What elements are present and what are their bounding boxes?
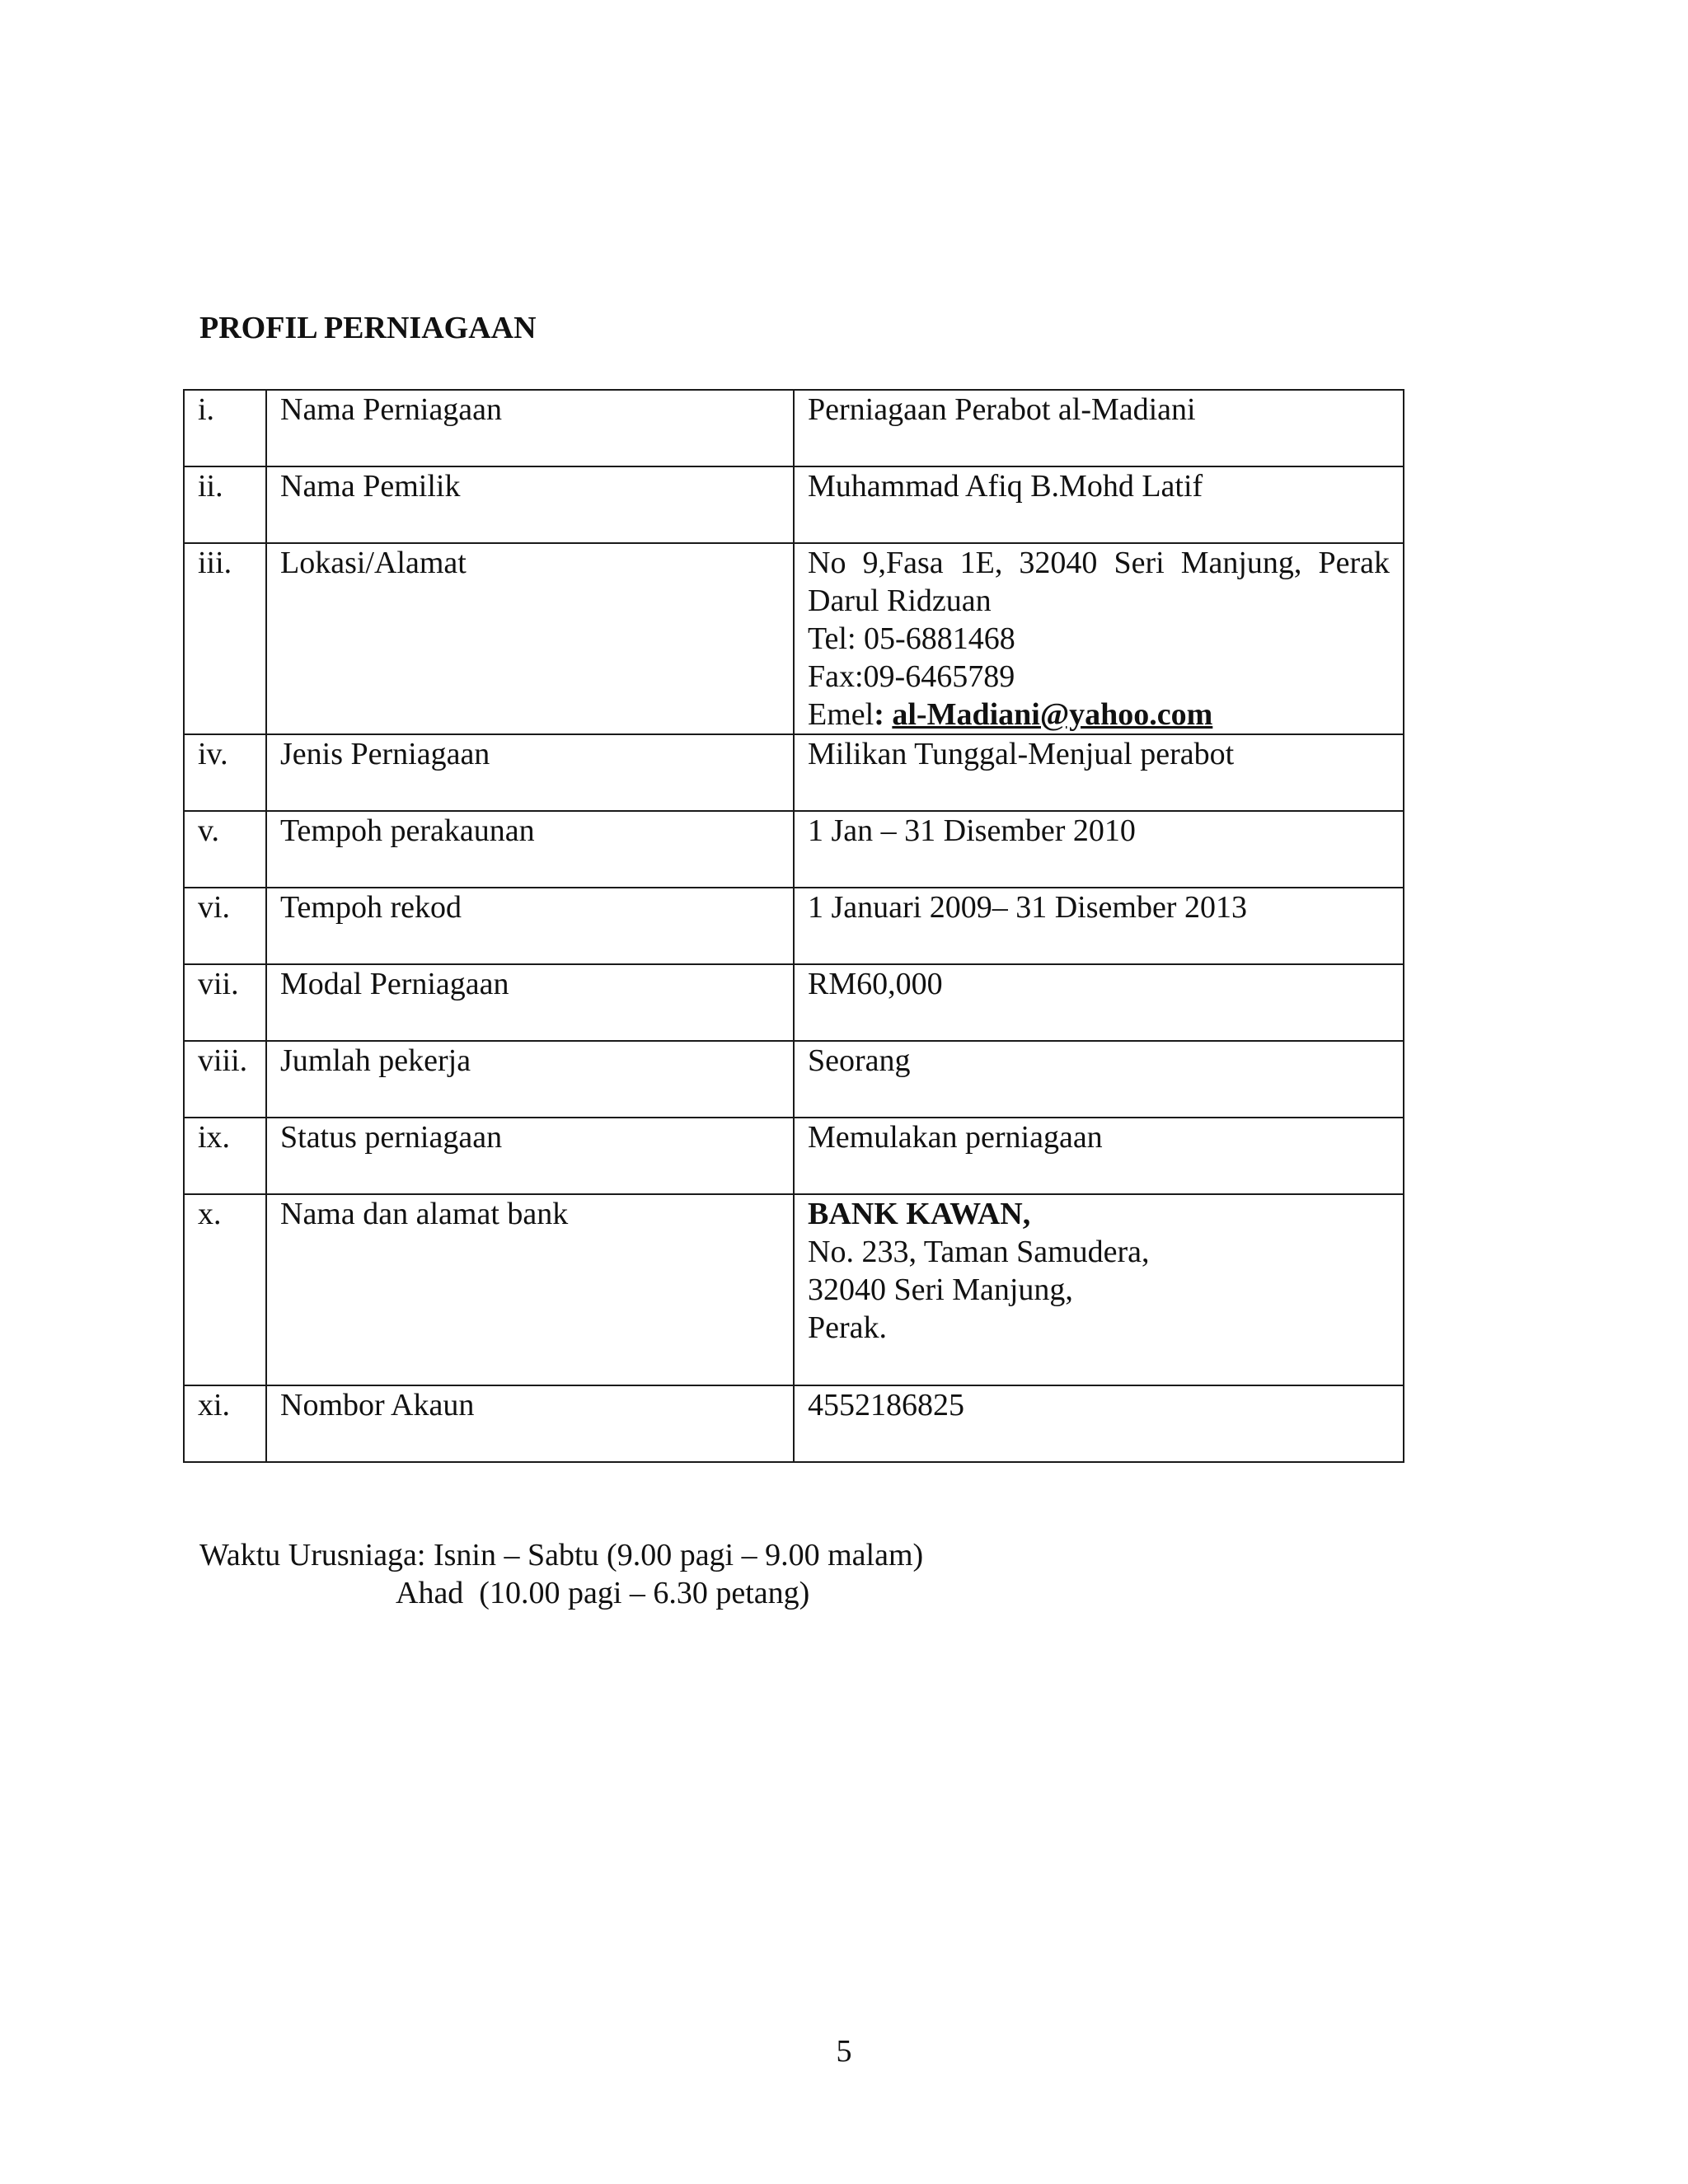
row-label: Tempoh perakaunan xyxy=(266,811,794,888)
address-line-2: Darul Ridzuan xyxy=(808,583,992,618)
business-profile-table xyxy=(183,389,1404,1463)
table-row xyxy=(184,466,1404,543)
row-number: x. xyxy=(184,1194,266,1385)
row-number: iv. xyxy=(184,734,266,811)
bank-cell xyxy=(794,1194,1404,1385)
table-row xyxy=(184,390,1404,466)
email-link[interactable]: al-Madiani@yahoo.com xyxy=(892,697,1213,732)
table-row xyxy=(184,734,1404,811)
email-separator: : xyxy=(874,697,893,732)
row-number: viii. xyxy=(184,1041,266,1118)
address-line-1: No 9,Fasa 1E, 32040 Seri Manjung, Perak xyxy=(808,546,1390,580)
row-value: Muhammad Afiq B.Mohd Latif xyxy=(794,466,1404,543)
row-number: iii. xyxy=(184,543,266,734)
row-number: vi. xyxy=(184,888,266,964)
table-row xyxy=(184,888,1404,964)
row-number: vii. xyxy=(184,964,266,1041)
row-number: v. xyxy=(184,811,266,888)
bank-name: BANK KAWAN, xyxy=(808,1197,1031,1231)
table-row xyxy=(184,964,1404,1041)
table-row xyxy=(184,1385,1404,1462)
row-number: ii. xyxy=(184,466,266,543)
row-label: Jumlah pekerja xyxy=(266,1041,794,1118)
row-value: 1 Januari 2009– 31 Disember 2013 xyxy=(794,888,1404,964)
fax: Fax:09-6465789 xyxy=(808,659,1015,694)
table-row xyxy=(184,811,1404,888)
row-label: Jenis Perniagaan xyxy=(266,734,794,811)
table-row xyxy=(184,1118,1404,1194)
row-label: Status perniagaan xyxy=(266,1118,794,1194)
email-label: Emel xyxy=(808,697,874,732)
row-value: Memulakan perniagaan xyxy=(794,1118,1404,1194)
page-number: 5 xyxy=(836,2034,852,2069)
row-value: 1 Jan – 31 Disember 2010 xyxy=(794,811,1404,888)
row-value: RM60,000 xyxy=(794,964,1404,1041)
row-number: i. xyxy=(184,390,266,466)
row-label: Tempoh rekod xyxy=(266,888,794,964)
email-line xyxy=(808,696,1390,733)
row-number: xi. xyxy=(184,1385,266,1462)
row-label: Nama dan alamat bank xyxy=(266,1194,794,1385)
bank-address-line-1: No. 233, Taman Samudera, xyxy=(808,1235,1150,1269)
bank-address-line-2: 32040 Seri Manjung, xyxy=(808,1272,1073,1307)
telephone: Tel: 05-6881468 xyxy=(808,621,1015,656)
row-label: Lokasi/Alamat xyxy=(266,543,794,734)
row-value: 4552186825 xyxy=(794,1385,1404,1462)
row-value: Seorang xyxy=(794,1041,1404,1118)
row-value: Milikan Tunggal-Menjual perabot xyxy=(794,734,1404,811)
business-hours-line-1: Waktu Urusniaga: Isnin – Sabtu (9.00 pagi – 9.00 malam) xyxy=(199,1538,924,1572)
row-value: Perniagaan Perabot al-Madiani xyxy=(794,390,1404,466)
table-row xyxy=(184,1194,1404,1385)
business-hours-line-2: Ahad (10.00 pagi – 6.30 petang) xyxy=(396,1576,810,1610)
address-cell xyxy=(794,543,1404,734)
page-title: PROFIL PERNIAGAAN xyxy=(199,311,537,345)
row-number: ix. xyxy=(184,1118,266,1194)
row-label: Nama Pemilik xyxy=(266,466,794,543)
bank-address-line-3: Perak. xyxy=(808,1310,888,1345)
row-label: Nombor Akaun xyxy=(266,1385,794,1462)
table-row xyxy=(184,543,1404,734)
table-row xyxy=(184,1041,1404,1118)
row-label: Modal Perniagaan xyxy=(266,964,794,1041)
row-label: Nama Perniagaan xyxy=(266,390,794,466)
